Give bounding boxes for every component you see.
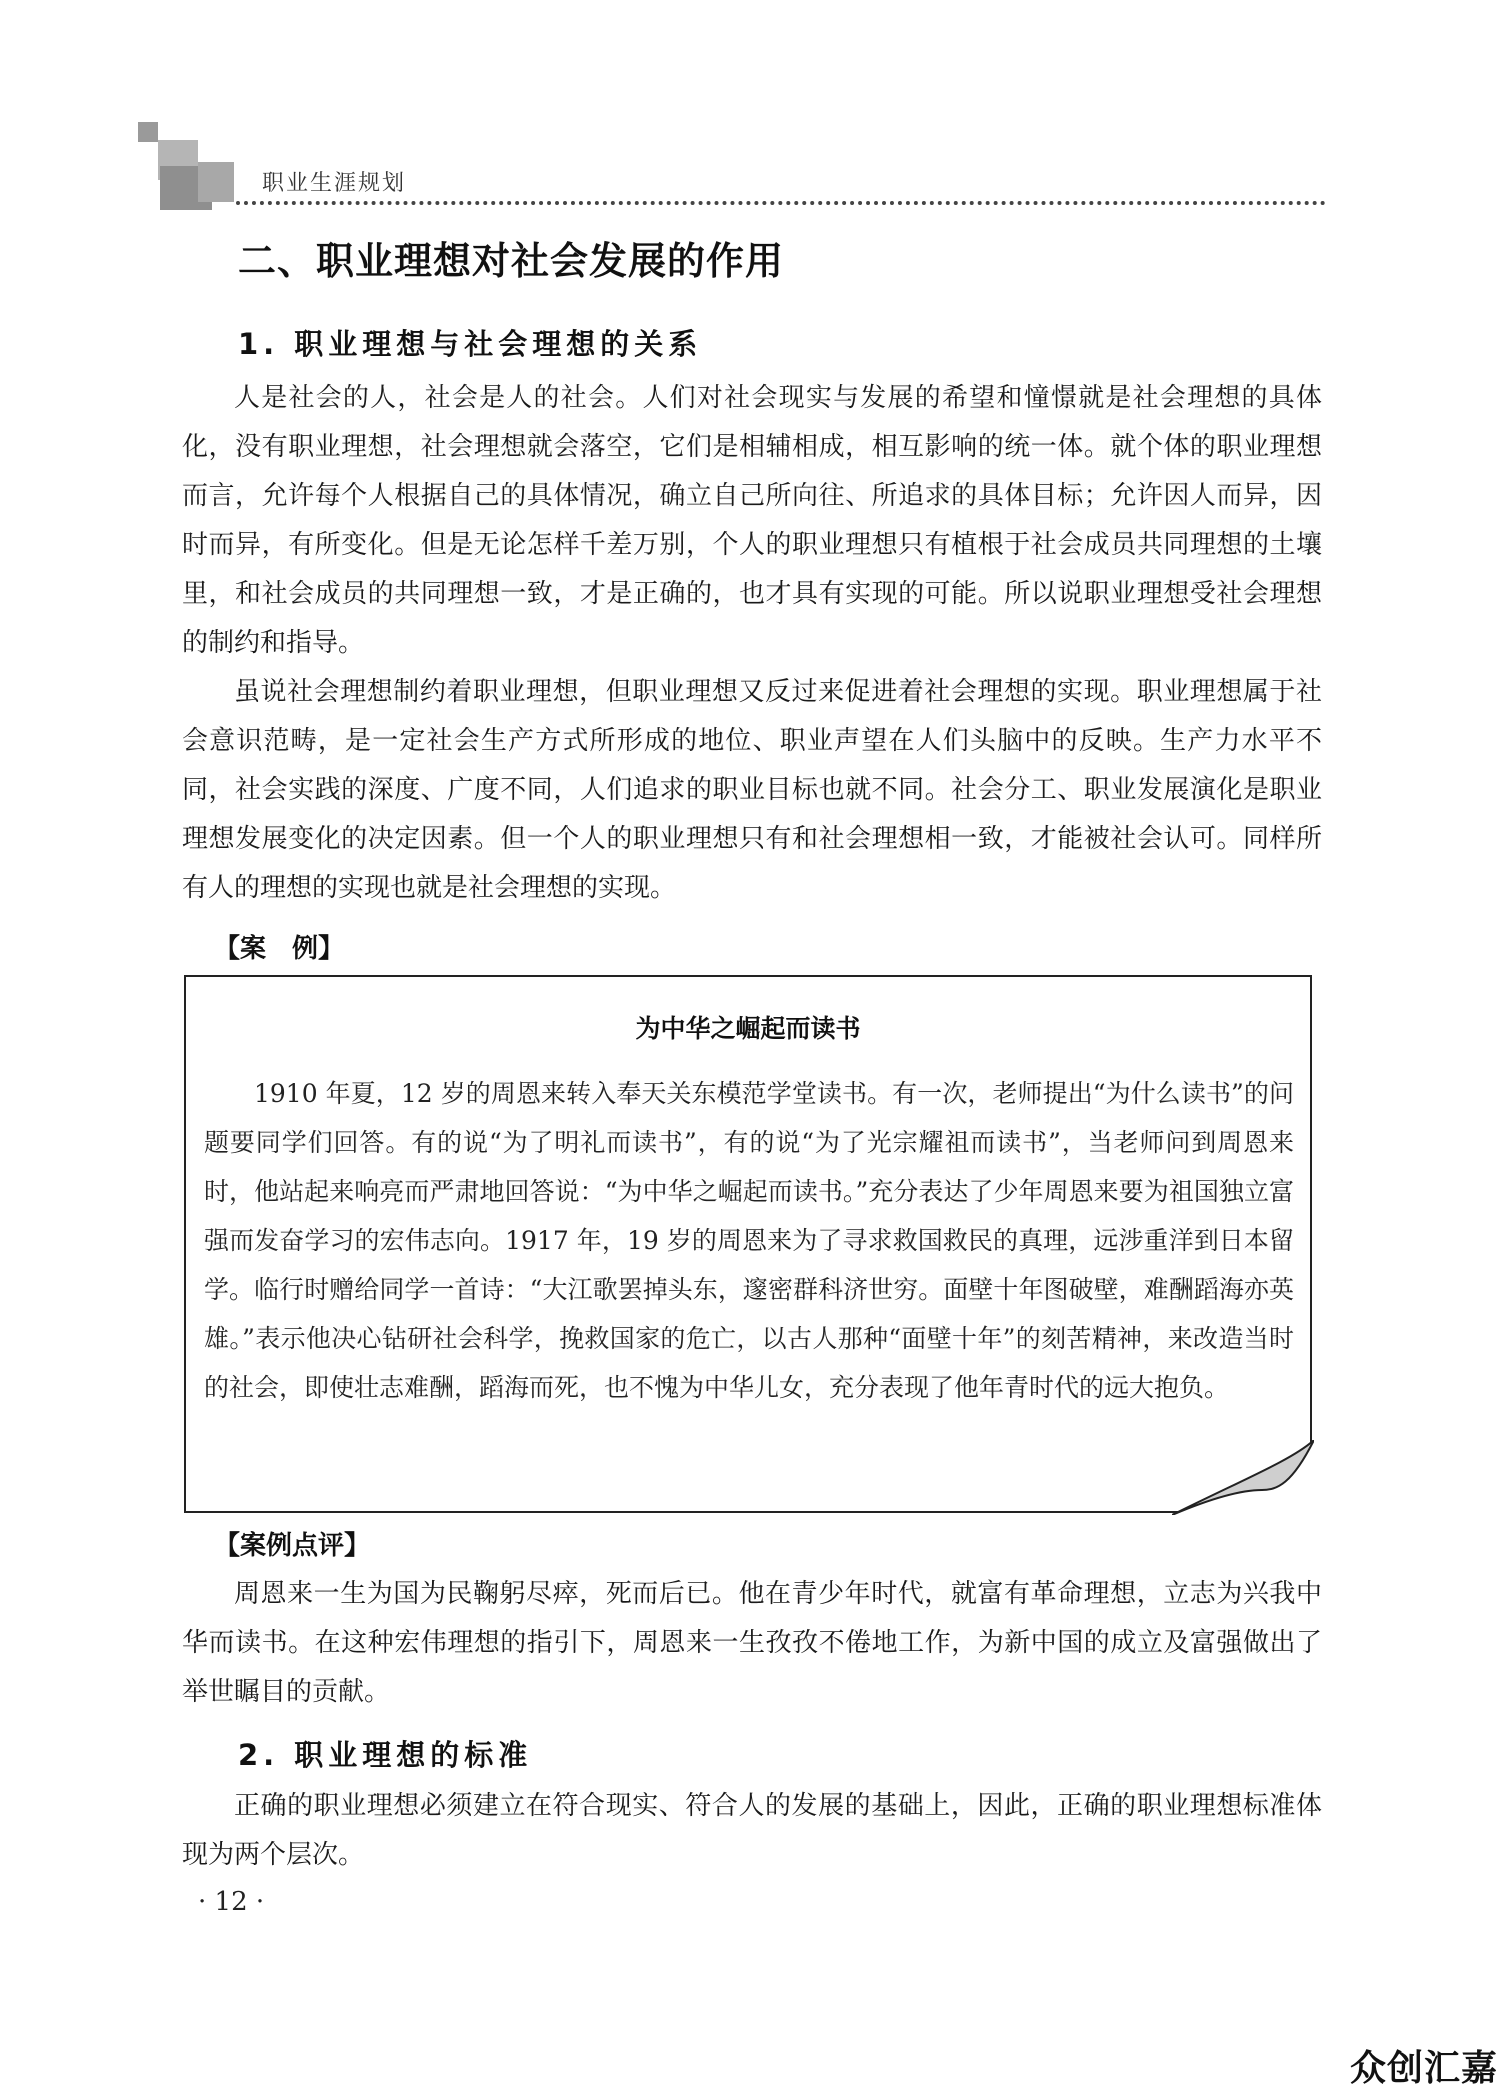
running-header: 职业生涯规划 [262,171,407,196]
review-text [182,1570,1322,1717]
paragraph: 虽说社会理想制约着职业理想，但职业理想又反过来促进着社会理想的实现。职业理想属于社会意识范畴，是一定社会生产方式所形成的地位、职业声望在人们头脑中的反映。生产力水平不同，社会实践的深度、广度不同，人们追求的职业目标也就不同。社会分工、职业发展演化是职业理想发展变化的决定因素。但一个人的职业理想只有和社会理想相一致，才能被社会认可。同样所有人的理想的实现也就是社会理想的实现。 [182,677,1322,903]
case-label: 【案 例】 [214,934,345,964]
review-label: 【案例点评】 [214,1531,371,1561]
header-rule [236,201,1326,205]
header-decoration [138,122,238,212]
decoration-square [198,162,234,202]
case-paragraph: 1910 年夏，12 岁的周恩来转入奉天关东模范学堂读书。有一次，老师提出“为什么读书”的问题要同学们回答。有的说“为了明礼而读书”，有的说“为了光宗耀祖而读书”，当老师问到周恩来时，他站起来响亮而严肃地回答说：“为中华之崛起而读书。”充分表达了少年周恩来要为祖国独立富强而发奋学习的宏伟志向。1917 年，19 岁的周恩来为了寻求救国救民的真理，远涉重洋到日本留学。临行时赠给同学一首诗：“大江歌罢掉头东，邃密群科济世穷。面壁十年图破壁，难酬蹈海亦英雄。”表示他决心钻研社会科学，挽救国家的危亡，以古人那种“面壁十年”的刻苦精神，来改造当时的社会，即使壮志难酬，蹈海而死，也不愧为中华儿女，充分表现了他年青时代的远大抱负。 [204,1079,1294,1402]
page-curl-decoration [1172,1440,1314,1515]
section-title: 二、职业理想对社会发展的作用 [238,239,785,283]
body-text-2 [182,1782,1322,1880]
subsection-title-2: 2. 职业理想的标准 [238,1738,533,1772]
page-number: · 12 · [198,1887,265,1917]
case-text [204,1069,1294,1412]
paragraph: 正确的职业理想必须建立在符合现实、符合人的发展的基础上，因此，正确的职业理想标准体现为两个层次。 [182,1791,1322,1870]
paragraph: 人是社会的人，社会是人的社会。人们对社会现实与发展的希望和憧憬就是社会理想的具体化，没有职业理想，社会理想就会落空，它们是相辅相成，相互影响的统一体。就个体的职业理想而言，允许每个人根据自己的具体情况，确立自己所向往、所追求的具体目标；允许因人而异，因时而异，有所变化。但是无论怎样千差万别，个人的职业理想只有植根于社会成员共同理想的土壤里，和社会成员的共同理想一致，才是正确的，也才具有实现的可能。所以说职业理想受社会理想的制约和指导。 [182,383,1322,658]
subsection-title-1: 1. 职业理想与社会理想的关系 [238,327,703,361]
decoration-square [138,122,158,142]
body-text-1 [182,374,1322,913]
case-box [184,975,1312,1513]
case-title: 为中华之崛起而读书 [635,1014,861,1043]
paragraph: 周恩来一生为国为民鞠躬尽瘁，死而后已。他在青少年时代，就富有革命理想，立志为兴我中华而读书。在这种宏伟理想的指引下，周恩来一生孜孜不倦地工作，为新中国的成立及富强做出了举世瞩目的贡献。 [182,1579,1322,1707]
watermark-logo: 众创汇嘉 [1350,2048,1499,2089]
